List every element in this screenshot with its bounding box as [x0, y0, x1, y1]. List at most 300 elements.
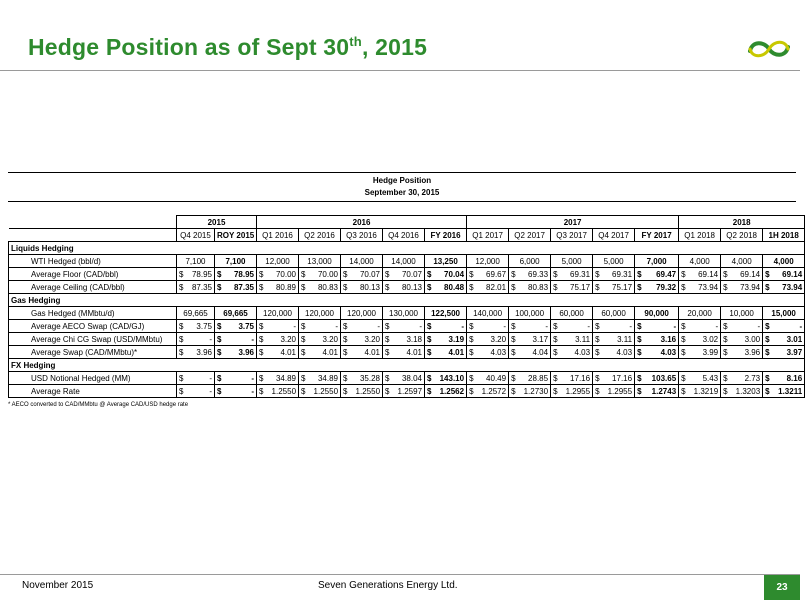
currency-symbol: $: [511, 321, 516, 331]
data-cell: [177, 333, 215, 346]
money-value: [301, 373, 338, 384]
cell-value: 34.89: [317, 373, 339, 383]
currency-symbol: $: [637, 386, 642, 396]
money-value: [259, 321, 296, 332]
table-row: [9, 333, 805, 346]
footer-divider: [0, 574, 800, 575]
money-value: [179, 282, 212, 293]
money-value: [637, 373, 676, 384]
cell-value: 103.65: [651, 373, 677, 383]
data-cell: [341, 346, 383, 359]
data-cell: [299, 333, 341, 346]
currency-symbol: $: [723, 386, 728, 396]
cell-value: 1.2730: [523, 386, 549, 396]
money-value: [385, 373, 422, 384]
currency-symbol: $: [511, 373, 516, 383]
table-footnote: * AECO converted to CAD/MMbtu @ Average CAD/USD hedge rate: [8, 402, 189, 408]
money-value: [217, 334, 254, 345]
currency-symbol: $: [469, 347, 474, 357]
cell-value: 69,665: [183, 308, 208, 318]
data-cell: [215, 307, 257, 320]
currency-symbol: $: [301, 321, 306, 331]
money-value: [385, 282, 422, 293]
money-value: [723, 334, 760, 345]
data-cell: [383, 307, 425, 320]
currency-symbol: $: [427, 373, 432, 383]
data-cell: [299, 372, 341, 385]
currency-symbol: $: [217, 269, 222, 279]
currency-symbol: $: [427, 347, 432, 357]
currency-symbol: $: [179, 373, 184, 383]
data-cell: [763, 346, 805, 359]
money-value: [723, 282, 760, 293]
section-label: Liquids Hedging: [9, 242, 805, 255]
table-row: [9, 320, 805, 333]
data-cell: [679, 320, 721, 333]
data-cell: [425, 372, 467, 385]
money-value: [301, 321, 338, 332]
currency-symbol: $: [637, 347, 642, 357]
cell-value: 69.14: [740, 269, 761, 279]
money-value: [469, 373, 506, 384]
currency-symbol: $: [343, 282, 348, 292]
row-label: WTI Hedged (bbl/d): [9, 255, 177, 268]
cell-value: 3.20: [280, 334, 297, 344]
money-value: [343, 386, 380, 397]
cell-value: 3.96: [238, 347, 255, 357]
data-cell: [425, 320, 467, 333]
data-cell: [635, 385, 679, 398]
currency-symbol: $: [217, 334, 222, 344]
data-cell: [721, 333, 763, 346]
data-cell: [593, 307, 635, 320]
cell-value: 73.94: [698, 282, 719, 292]
data-cell: [467, 320, 509, 333]
currency-symbol: $: [217, 282, 222, 292]
cell-value: 3.18: [406, 334, 423, 344]
data-cell: [299, 320, 341, 333]
data-cell: [721, 385, 763, 398]
cell-value: 4,000: [773, 256, 794, 266]
data-cell: [299, 307, 341, 320]
page-title: [28, 34, 427, 61]
money-value: [723, 347, 760, 358]
money-value: [723, 321, 760, 332]
data-cell: [551, 346, 593, 359]
money-value: [765, 334, 802, 345]
period-header-row: [9, 229, 805, 242]
money-value: [301, 334, 338, 345]
data-cell: [257, 320, 299, 333]
data-cell: [257, 372, 299, 385]
cell-value: -: [251, 373, 255, 383]
cell-value: -: [209, 334, 212, 344]
cell-value: 1.2572: [481, 386, 507, 396]
cell-value: 4.03: [616, 347, 633, 357]
currency-symbol: $: [427, 269, 432, 279]
cell-value: -: [461, 321, 465, 331]
footer-company: Seven Generations Energy Ltd.: [318, 580, 458, 591]
data-cell: [593, 346, 635, 359]
currency-symbol: $: [427, 334, 432, 344]
cell-value: 4.03: [660, 347, 677, 357]
cell-value: 38.04: [401, 373, 423, 383]
currency-symbol: $: [217, 321, 222, 331]
cell-value: 1.2562: [439, 386, 465, 396]
currency-symbol: $: [179, 269, 184, 279]
currency-symbol: $: [765, 386, 770, 396]
money-value: [179, 321, 212, 332]
data-cell: [593, 333, 635, 346]
cell-value: -: [209, 373, 212, 383]
money-value: [469, 334, 506, 345]
period-header: Q4 2017: [593, 229, 635, 242]
data-cell: [551, 255, 593, 268]
data-cell: [679, 281, 721, 294]
data-cell: [635, 268, 679, 281]
data-cell: [257, 307, 299, 320]
money-value: [179, 373, 212, 384]
cell-value: 1.2550: [313, 386, 339, 396]
money-value: [511, 282, 548, 293]
money-value: [427, 282, 464, 293]
cell-value: 80.89: [275, 282, 297, 292]
money-value: [259, 373, 296, 384]
data-cell: [551, 268, 593, 281]
money-value: [259, 282, 296, 293]
data-cell: [763, 372, 805, 385]
currency-symbol: $: [179, 334, 184, 344]
currency-symbol: $: [259, 373, 264, 383]
data-cell: [383, 333, 425, 346]
cell-value: 12,000: [475, 256, 500, 266]
cell-value: 122,500: [431, 308, 460, 318]
currency-symbol: $: [595, 334, 600, 344]
cell-value: 4.01: [322, 347, 339, 357]
footer-date: November 2015: [22, 580, 94, 591]
cell-value: 15,000: [771, 308, 796, 318]
money-value: [469, 282, 506, 293]
currency-symbol: $: [217, 373, 222, 383]
period-header: 1H 2018: [763, 229, 805, 242]
table-subheading: September 30, 2015: [364, 188, 440, 197]
data-cell: [177, 281, 215, 294]
money-value: [343, 282, 380, 293]
data-cell: [215, 346, 257, 359]
period-header: Q1 2018: [679, 229, 721, 242]
money-value: [343, 373, 380, 384]
currency-symbol: $: [511, 347, 516, 357]
section-label: Gas Hedging: [9, 294, 805, 307]
data-cell: [383, 320, 425, 333]
data-cell: [509, 385, 551, 398]
currency-symbol: $: [681, 282, 686, 292]
currency-symbol: $: [385, 386, 390, 396]
cell-value: 4.03: [490, 347, 507, 357]
row-label: Average Rate: [9, 385, 177, 398]
cell-value: -: [419, 321, 423, 331]
cell-value: 3.20: [490, 334, 507, 344]
title-divider: [0, 70, 800, 71]
cell-value: 20,000: [687, 308, 712, 318]
section-row: [9, 359, 805, 372]
data-cell: [679, 307, 721, 320]
data-cell: [257, 281, 299, 294]
cell-value: 12,000: [265, 256, 290, 266]
currency-symbol: $: [343, 269, 348, 279]
cell-value: 7,100: [185, 256, 206, 266]
cell-value: 4.01: [280, 347, 297, 357]
currency-symbol: $: [343, 373, 348, 383]
cell-value: 69.47: [656, 269, 677, 279]
currency-symbol: $: [179, 347, 184, 357]
data-cell: [635, 333, 679, 346]
data-cell: [215, 333, 257, 346]
data-cell: [763, 307, 805, 320]
money-value: [681, 386, 718, 397]
data-cell: [721, 372, 763, 385]
money-value: [723, 373, 760, 384]
data-cell: [509, 255, 551, 268]
table-heading-block: [8, 172, 796, 202]
data-cell: [177, 372, 215, 385]
data-cell: [763, 281, 805, 294]
data-cell: [551, 307, 593, 320]
currency-symbol: $: [553, 269, 558, 279]
currency-symbol: $: [301, 269, 306, 279]
money-value: [179, 269, 212, 280]
table-row: [9, 281, 805, 294]
cell-value: 75.17: [612, 282, 633, 292]
currency-symbol: $: [553, 347, 558, 357]
money-value: [427, 373, 464, 384]
currency-symbol: $: [427, 386, 432, 396]
year-header-2017: 2017: [467, 216, 679, 229]
money-value: [427, 334, 464, 345]
data-cell: [551, 372, 593, 385]
cell-value: 82.01: [486, 282, 507, 292]
money-value: [217, 269, 254, 280]
cell-value: -: [503, 321, 507, 331]
currency-symbol: $: [681, 269, 686, 279]
currency-symbol: $: [595, 373, 600, 383]
money-value: [511, 347, 548, 358]
money-value: [681, 269, 718, 280]
data-cell: [215, 385, 257, 398]
table-row: [9, 385, 805, 398]
cell-value: 80.83: [528, 282, 549, 292]
currency-symbol: $: [427, 282, 432, 292]
cell-value: 2.73: [744, 373, 761, 383]
money-value: [217, 347, 254, 358]
title-superscript: th: [349, 34, 362, 49]
data-cell: [257, 346, 299, 359]
data-cell: [593, 385, 635, 398]
data-cell: [551, 320, 593, 333]
currency-symbol: $: [217, 347, 222, 357]
currency-symbol: $: [765, 334, 770, 344]
money-value: [217, 373, 254, 384]
data-cell: [467, 268, 509, 281]
money-value: [553, 347, 590, 358]
money-value: [259, 269, 296, 280]
money-value: [765, 373, 802, 384]
currency-symbol: $: [301, 282, 306, 292]
data-cell: [551, 385, 593, 398]
section-row: [9, 242, 805, 255]
cell-value: 17.16: [612, 373, 633, 383]
cell-value: 5,000: [561, 256, 582, 266]
currency-symbol: $: [385, 334, 390, 344]
data-cell: [299, 268, 341, 281]
cell-value: 73.94: [782, 282, 803, 292]
cell-value: 143.10: [439, 373, 465, 383]
currency-symbol: $: [765, 282, 770, 292]
data-cell: [679, 346, 721, 359]
money-value: [637, 269, 676, 280]
money-value: [301, 282, 338, 293]
money-value: [681, 347, 718, 358]
money-value: [723, 269, 760, 280]
money-value: [259, 386, 296, 397]
currency-symbol: $: [469, 386, 474, 396]
period-header: ROY 2015: [215, 229, 257, 242]
currency-symbol: $: [681, 347, 686, 357]
period-header: Q4 2015: [177, 229, 215, 242]
currency-symbol: $: [385, 373, 390, 383]
money-value: [217, 282, 254, 293]
currency-symbol: $: [765, 269, 770, 279]
currency-symbol: $: [553, 282, 558, 292]
cell-value: 3.17: [532, 334, 549, 344]
data-cell: [299, 385, 341, 398]
money-value: [427, 347, 464, 358]
currency-symbol: $: [343, 386, 348, 396]
data-cell: [341, 320, 383, 333]
currency-symbol: $: [385, 269, 390, 279]
data-cell: [383, 281, 425, 294]
cell-value: 70.00: [275, 269, 297, 279]
cell-value: -: [715, 321, 719, 331]
company-logo: [746, 36, 792, 62]
cell-value: 140,000: [473, 308, 503, 318]
data-cell: [215, 281, 257, 294]
money-value: [553, 386, 590, 397]
data-cell: [721, 346, 763, 359]
data-cell: [425, 346, 467, 359]
table-heading: Hedge Position: [372, 176, 432, 185]
currency-symbol: $: [553, 321, 558, 331]
data-cell: [177, 385, 215, 398]
year-header-row: [9, 216, 805, 229]
cell-value: 1.2955: [565, 386, 591, 396]
cell-value: 3.96: [196, 347, 212, 357]
cell-value: 14,000: [391, 256, 416, 266]
cell-value: 13,250: [433, 256, 458, 266]
data-cell: [679, 255, 721, 268]
data-cell: [509, 281, 551, 294]
data-cell: [509, 333, 551, 346]
cell-value: 14,000: [349, 256, 374, 266]
currency-symbol: $: [179, 321, 184, 331]
data-cell: [467, 346, 509, 359]
cell-value: 69,665: [223, 308, 248, 318]
cell-value: 79.32: [656, 282, 677, 292]
money-value: [469, 269, 506, 280]
data-cell: [257, 255, 299, 268]
cell-value: 70.04: [444, 269, 465, 279]
money-value: [511, 386, 548, 397]
currency-symbol: $: [765, 347, 770, 357]
cell-value: 4.03: [574, 347, 591, 357]
money-value: [385, 334, 422, 345]
currency-symbol: $: [595, 321, 600, 331]
cell-value: 17.16: [570, 373, 591, 383]
data-cell: [177, 320, 215, 333]
currency-symbol: $: [765, 321, 770, 331]
currency-symbol: $: [681, 386, 686, 396]
money-value: [385, 347, 422, 358]
year-header-2015: 2015: [177, 216, 257, 229]
money-value: [301, 347, 338, 358]
cell-value: 100,000: [515, 308, 545, 318]
cell-value: 80.48: [444, 282, 465, 292]
cell-value: 40.49: [486, 373, 507, 383]
cell-value: 3.19: [448, 334, 465, 344]
cell-value: 28.85: [528, 373, 549, 383]
money-value: [681, 373, 718, 384]
cell-value: 4.01: [406, 347, 423, 357]
data-cell: [467, 333, 509, 346]
currency-symbol: $: [343, 334, 348, 344]
data-cell: [425, 385, 467, 398]
cell-value: 130,000: [389, 308, 418, 318]
data-cell: [635, 320, 679, 333]
row-label: Gas Hedged (MMbtu/d): [9, 307, 177, 320]
cell-value: 90,000: [644, 308, 669, 318]
money-value: [179, 347, 212, 358]
money-value: [595, 347, 632, 358]
cell-value: 80.83: [317, 282, 339, 292]
money-value: [385, 269, 422, 280]
data-cell: [763, 320, 805, 333]
year-header-2016: 2016: [257, 216, 467, 229]
cell-value: 7,100: [225, 256, 246, 266]
cell-value: 1.3211: [778, 386, 803, 396]
row-label: Average AECO Swap (CAD/GJ): [9, 320, 177, 333]
money-value: [343, 347, 380, 358]
data-cell: [177, 268, 215, 281]
currency-symbol: $: [637, 282, 642, 292]
data-cell: [679, 268, 721, 281]
cell-value: 3.20: [322, 334, 339, 344]
cell-value: 3.00: [744, 334, 761, 344]
data-cell: [551, 333, 593, 346]
currency-symbol: $: [553, 386, 558, 396]
cell-value: -: [587, 321, 591, 331]
money-value: [553, 334, 590, 345]
cell-value: 5.43: [702, 373, 719, 383]
currency-symbol: $: [385, 282, 390, 292]
period-header: Q2 2016: [299, 229, 341, 242]
data-cell: [679, 372, 721, 385]
data-cell: [425, 255, 467, 268]
currency-symbol: $: [427, 321, 432, 331]
data-cell: [257, 333, 299, 346]
currency-symbol: $: [385, 321, 390, 331]
money-value: [681, 334, 718, 345]
currency-symbol: $: [511, 334, 516, 344]
